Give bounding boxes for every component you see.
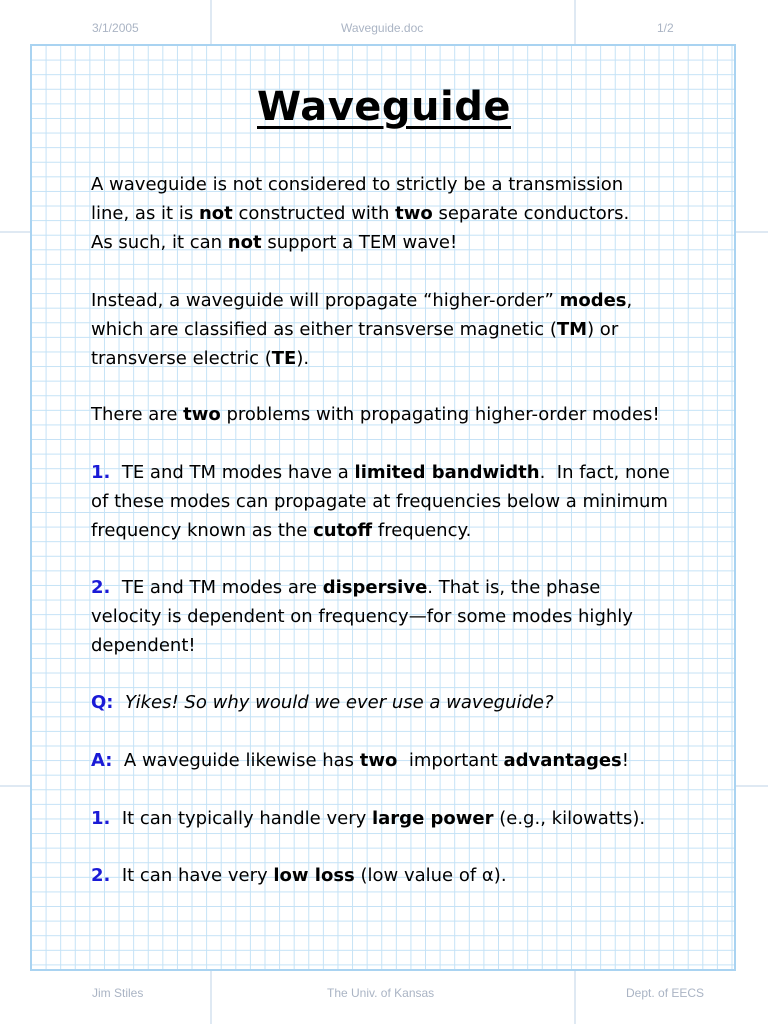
text-line: line, as it is not constructed with two separate conductors. — [91, 203, 630, 224]
text-line: dependent! — [91, 635, 196, 656]
text-line: Instead, a waveguide will propagate “higher-order” modes, — [91, 290, 633, 311]
text-line: 1. TE and TM modes have a limited bandwidth. In fact, none — [91, 462, 670, 483]
text-line: As such, it can not support a TEM wave! — [91, 232, 458, 253]
list-number: 2. — [91, 577, 111, 598]
text-line: velocity is dependent on frequency—for some modes highly — [91, 606, 633, 627]
footer-department: Dept. of EECS — [626, 986, 705, 1000]
advantage-1: 1. It can typically handle very large power (e.g., kilowatts). — [91, 808, 646, 829]
text-line: 2. TE and TM modes are dispersive. That is, the phase — [91, 577, 601, 598]
answer: A: A waveguide likewise has two important advantages! — [91, 750, 629, 771]
header-filename: Waveguide.doc — [341, 21, 424, 35]
question-label: Q: — [91, 692, 114, 713]
advantage-2: 2. It can have very low loss (low value of α). — [91, 865, 507, 886]
page-title: Waveguide — [257, 84, 511, 130]
header-page-number: 1/2 — [657, 21, 674, 35]
text-line: transverse electric (TE). — [91, 348, 310, 369]
header-date: 3/1/2005 — [92, 21, 139, 35]
footer-author: Jim Stiles — [92, 986, 144, 1000]
text-line: A waveguide is not considered to strictly be a transmission — [91, 174, 624, 195]
text-line: There are two problems with propagating higher-order modes! — [91, 404, 660, 425]
footer-university: The Univ. of Kansas — [327, 986, 435, 1000]
paragraph-problems — [91, 400, 691, 429]
text-line: which are classified as either transverse magnetic (TM) or — [91, 319, 619, 340]
list-number: 2. — [91, 865, 111, 886]
answer-label: A: — [91, 750, 113, 771]
paragraph-intro — [91, 170, 691, 257]
list-number: 1. — [91, 808, 111, 829]
problem-1 — [91, 458, 691, 545]
paragraph-modes — [91, 286, 691, 373]
problem-2 — [91, 573, 691, 660]
question: Q: Yikes! So why would we ever use a waveguide? — [91, 692, 554, 713]
text-line: frequency known as the cutoff frequency. — [91, 520, 472, 541]
list-number: 1. — [91, 462, 111, 483]
text-line: of these modes can propagate at frequencies below a minimum — [91, 491, 668, 512]
